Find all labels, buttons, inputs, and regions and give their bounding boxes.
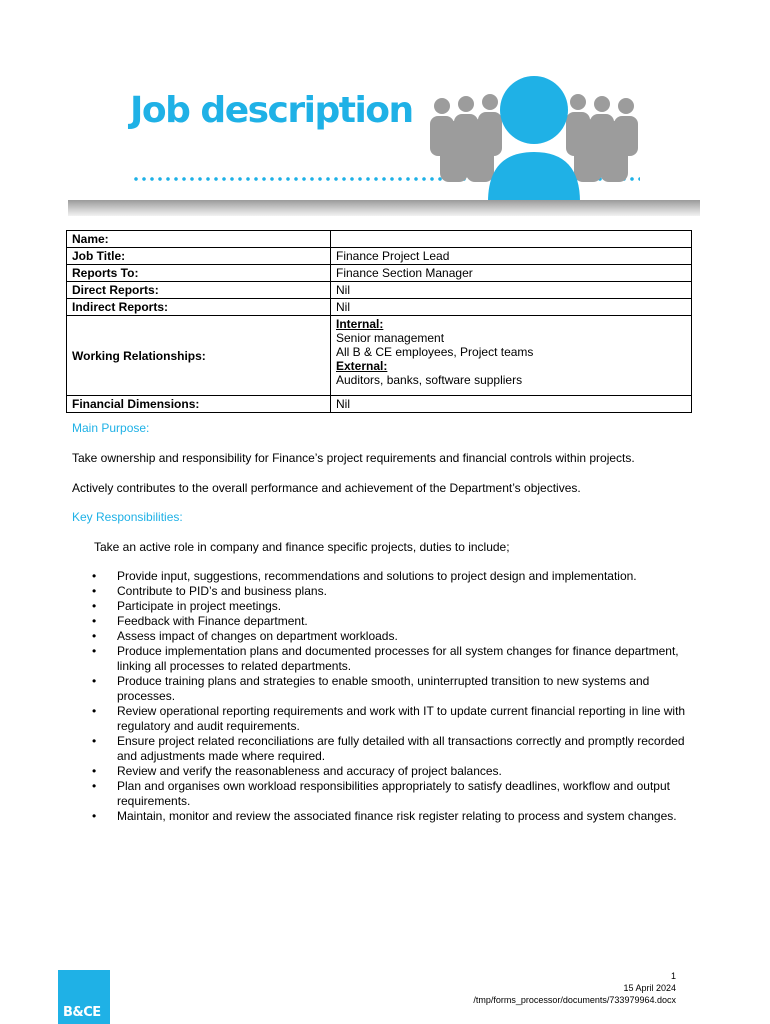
document-title: Job description: [130, 90, 413, 131]
table-row: [67, 316, 692, 396]
header-divider-bar: [68, 200, 700, 216]
internal-line: Senior management: [336, 331, 445, 345]
financial-dimensions-label: Financial Dimensions:: [67, 396, 331, 413]
table-row: [67, 265, 692, 282]
external-line: Auditors, banks, software suppliers: [336, 373, 523, 387]
indirect-reports-label: Indirect Reports:: [67, 299, 331, 316]
list-item: • Participate in project meetings.: [72, 599, 702, 614]
responsibilities-list: [72, 569, 702, 824]
list-item: • Review operational reporting requirements and work with IT to update current financial reporting in line with regulatory and audit requirements.: [72, 704, 702, 734]
key-responsibilities-heading: Key Responsibilities:: [72, 510, 183, 524]
direct-reports-label: Direct Reports:: [67, 282, 331, 299]
table-row: [67, 396, 692, 413]
financial-dimensions-value: Nil: [331, 396, 692, 413]
name-label: Name:: [67, 231, 331, 248]
job-title-value: Finance Project Lead: [331, 248, 692, 265]
list-item: • Plan and organises own workload responsibilities appropriately to satisfy deadlines, workflow and output requirements.: [72, 779, 702, 809]
name-value: [331, 231, 692, 248]
list-item: • Feedback with Finance department.: [72, 614, 702, 629]
reports-to-label: Reports To:: [67, 265, 331, 282]
company-logo: [58, 970, 110, 1024]
working-relationships-value: [331, 316, 692, 396]
external-heading: External:: [336, 359, 388, 373]
list-item: • Produce training plans and strategies to enable smooth, uninterrupted transition to new systems and processes.: [72, 674, 702, 704]
logo-text: B&CE: [63, 1005, 101, 1020]
direct-reports-value: Nil: [331, 282, 692, 299]
list-item: • Ensure project related reconciliations are fully detailed with all transactions correctly and promptly recorded and adjustments made where required.: [72, 734, 702, 764]
key-responsibilities-intro: Take an active role in company and finance specific projects, duties to include;: [94, 540, 510, 554]
people-group-icon: [424, 70, 644, 202]
page-footer: [473, 970, 676, 1006]
list-item: • Contribute to PID’s and business plans.: [72, 584, 702, 599]
page-number: 1: [670, 971, 676, 981]
document-header: [68, 70, 700, 220]
footer-date: 15 April 2024: [623, 983, 676, 993]
table-row: [67, 282, 692, 299]
internal-heading: Internal:: [336, 317, 384, 331]
list-item: • Produce implementation plans and documented processes for all system changes for finance department, linking all processes to related departments.: [72, 644, 702, 674]
indirect-reports-value: Nil: [331, 299, 692, 316]
list-item: • Review and verify the reasonableness and accuracy of project balances.: [72, 764, 702, 779]
table-row: [67, 248, 692, 265]
job-title-label: Job Title:: [67, 248, 331, 265]
main-purpose-paragraph: Take ownership and responsibility for Finance’s project requirements and financial controls within projects.: [72, 451, 635, 465]
working-relationships-label: Working Relationships:: [67, 316, 331, 396]
table-row: [67, 299, 692, 316]
main-purpose-paragraph: Actively contributes to the overall performance and achievement of the Department’s objectives.: [72, 481, 581, 495]
footer-file-path: /tmp/forms_processor/documents/733979964.docx: [473, 995, 676, 1005]
list-item: • Assess impact of changes on department workloads.: [72, 629, 702, 644]
main-purpose-heading: Main Purpose:: [72, 421, 150, 435]
job-info-table: [66, 230, 692, 413]
table-row: [67, 231, 692, 248]
reports-to-value: Finance Section Manager: [331, 265, 692, 282]
list-item: • Maintain, monitor and review the associated finance risk register relating to process and system changes.: [72, 809, 702, 824]
list-item: • Provide input, suggestions, recommendations and solutions to project design and implementation.: [72, 569, 702, 584]
internal-line: All B & CE employees, Project teams: [336, 345, 534, 359]
